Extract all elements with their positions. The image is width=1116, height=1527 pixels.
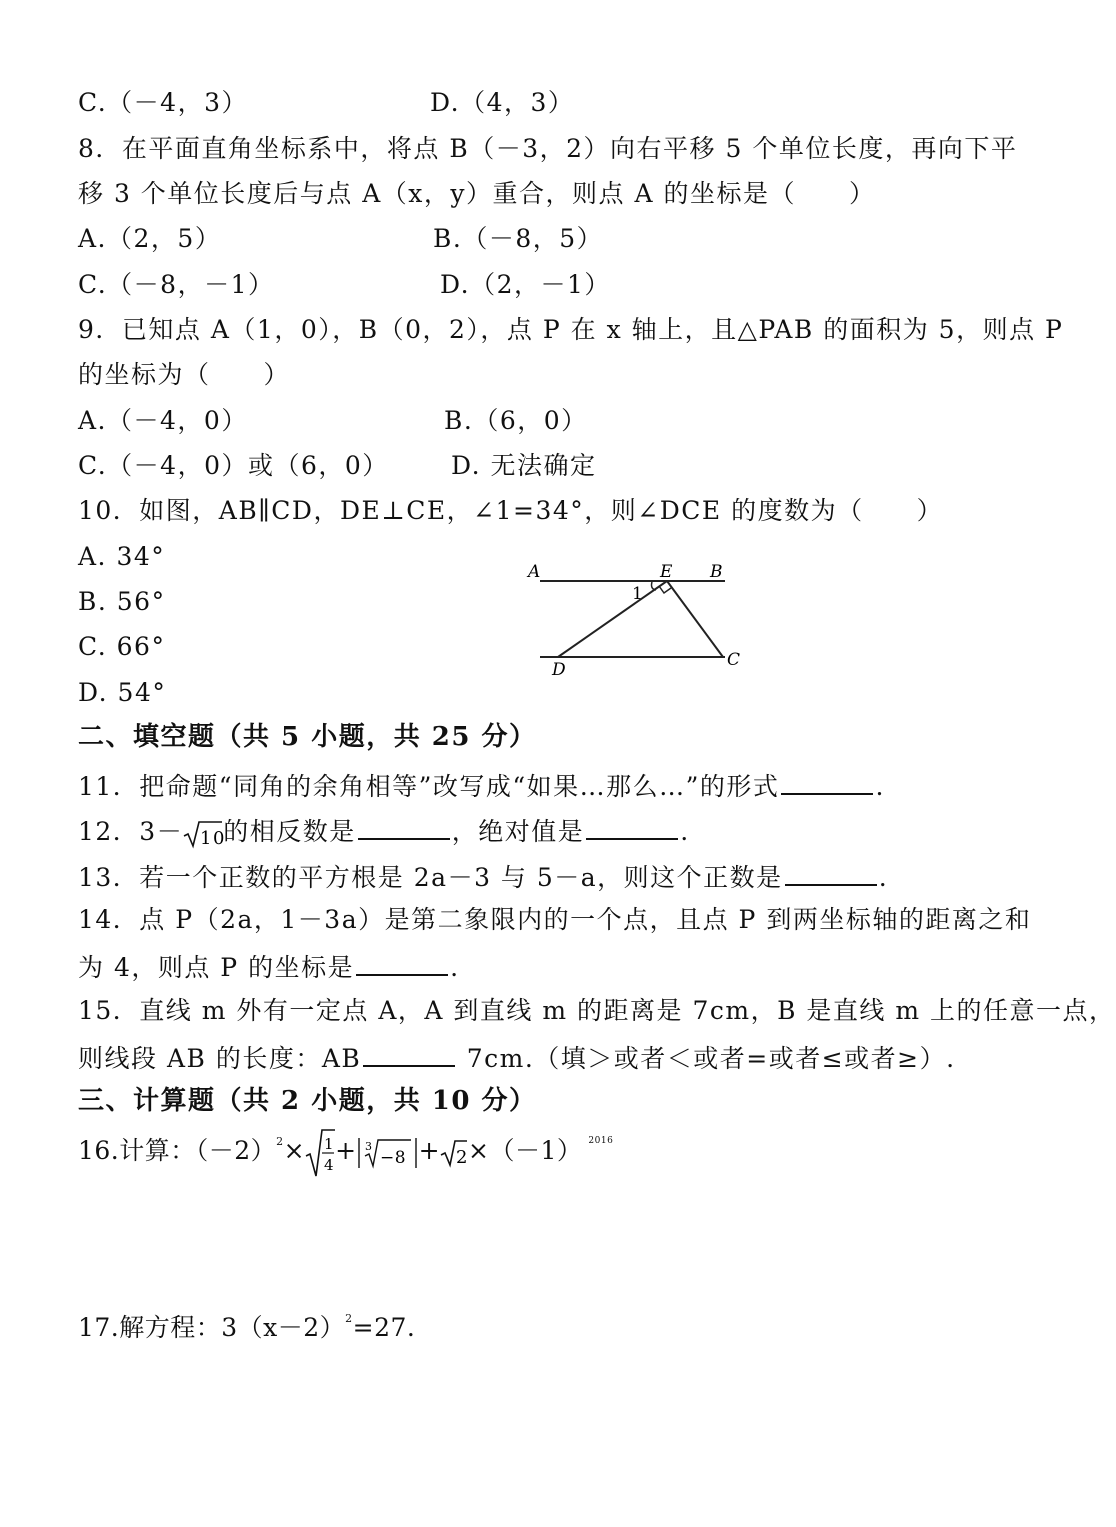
q10-option-d: D. 54° xyxy=(78,678,167,707)
q8-options-cd xyxy=(78,268,611,302)
section3-title: 三、计算题（共 2 小题，共 10 分） xyxy=(78,1086,537,1116)
q16-exponent-2016: 2016 xyxy=(588,1136,614,1146)
q17-prefix: 17.解方程：3（x－2） xyxy=(78,1313,346,1342)
q12-mid: 的相反数是 xyxy=(223,817,356,846)
q9-option-a: A.（－4，0） xyxy=(78,406,248,435)
q17 xyxy=(78,1302,415,1345)
q8-option-b: B.（－8，5） xyxy=(433,224,604,253)
label-a: A xyxy=(528,562,541,582)
sqrt-fraction-symbol xyxy=(305,1128,335,1178)
q8-option-d: D.（2，－1） xyxy=(440,270,611,299)
q15-suffix: 7cm.（填＞或者＜或者=或者≤或者≥）. xyxy=(466,1044,956,1073)
label-e: E xyxy=(660,562,673,582)
label-b: B xyxy=(710,562,723,582)
q11 xyxy=(78,767,885,804)
sqrt-2-symbol xyxy=(440,1138,468,1168)
root-index: 3 xyxy=(364,1139,373,1153)
q14-line2 xyxy=(78,948,460,985)
q15-line2 xyxy=(78,1039,956,1076)
q15-prefix: 则线段 AB 的长度：AB xyxy=(78,1044,362,1073)
q12-blank-opposite[interactable] xyxy=(358,812,450,840)
q12-prefix: 12．3－ xyxy=(78,817,184,846)
label-d: D xyxy=(552,660,566,680)
q9-stem-line1: 9．已知点 A（1，0），B（0，2），点 P 在 x 轴上，且△PAB 的面积为 5，则点 P xyxy=(78,315,1064,344)
q12-radicand: 10 xyxy=(200,827,227,849)
q12-mid2: ，绝对值是 xyxy=(451,817,585,846)
q14-blank[interactable] xyxy=(356,948,448,976)
q14-text: 为 4，则点 P 的坐标是 xyxy=(78,953,355,982)
q9-options-ab xyxy=(78,404,588,438)
q16-exponent-2: 2 xyxy=(276,1135,284,1148)
q15-blank[interactable] xyxy=(363,1039,455,1067)
q8-options-ab xyxy=(78,222,604,256)
q13-blank[interactable] xyxy=(785,858,877,886)
q13-text: 13．若一个正数的平方根是 2a－3 与 5－a，则这个正数是 xyxy=(78,863,783,892)
q12-end: . xyxy=(680,817,690,846)
label-1: 1 xyxy=(632,584,643,604)
q9-stem-line2: 的坐标为（ ） xyxy=(78,360,291,389)
q16-prefix: 16.计算：（－2） xyxy=(78,1136,277,1165)
frac-num: 1 xyxy=(324,1134,335,1153)
q10-option-b: B. 56° xyxy=(78,587,166,616)
q7-options xyxy=(78,86,575,120)
q16-plus2: + xyxy=(418,1136,441,1165)
q7-option-c: C.（－4，3） xyxy=(78,88,248,117)
label-c: C xyxy=(727,650,741,670)
q7-option-d: D.（4，3） xyxy=(430,88,575,117)
q10-option-c: C. 66° xyxy=(78,632,166,661)
q10-stem: 10．如图，AB∥CD，DE⊥CE，∠1=34°，则∠DCE 的度数为（ ） xyxy=(78,496,944,525)
q10-option-a: A. 34° xyxy=(78,542,166,571)
segment-ed xyxy=(558,581,667,657)
sqrt-10-symbol xyxy=(183,819,227,849)
q16-plus1: + xyxy=(335,1136,357,1165)
segment-ec xyxy=(667,581,723,657)
q11-text: 11．把命题“同角的余角相等”改写成“如果…那么…”的形式 xyxy=(78,772,780,801)
q16-times: × xyxy=(283,1136,306,1165)
frac-den: 4 xyxy=(324,1155,335,1174)
q11-end: . xyxy=(875,772,885,801)
section2-title: 二、填空题（共 5 小题，共 25 分） xyxy=(78,722,537,752)
right-angle-mark xyxy=(659,586,671,593)
q8-option-a: A.（2，5） xyxy=(78,224,222,253)
sqrt-arg: 2 xyxy=(456,1146,468,1168)
q17-suffix: =27. xyxy=(352,1313,416,1342)
abs-cube-root-symbol xyxy=(357,1136,419,1170)
q8-option-c: C.（－8，－1） xyxy=(78,270,275,299)
q13-end: . xyxy=(878,863,889,892)
q8-stem-line2: 移 3 个单位长度后与点 A（x，y）重合，则点 A 的坐标是（ ） xyxy=(78,179,876,208)
q14-end: . xyxy=(450,953,460,982)
q16 xyxy=(78,1124,613,1178)
q17-exponent: 2 xyxy=(345,1312,353,1325)
q14-line1: 14．点 P（2a，1－3a）是第二象限内的一个点，且点 P 到两坐标轴的距离之和 xyxy=(78,905,1032,934)
q9-option-b: B.（6，0） xyxy=(444,406,588,435)
q9-options-cd xyxy=(78,449,597,483)
q13 xyxy=(78,858,888,895)
q16-times2: ×（－1） xyxy=(468,1136,583,1165)
q12-blank-absolute[interactable] xyxy=(586,812,678,840)
cube-arg: −8 xyxy=(379,1147,406,1168)
q9-option-d: D. 无法确定 xyxy=(451,451,597,480)
q12 xyxy=(78,812,690,849)
q9-option-c: C.（－4，0）或（6，0） xyxy=(78,451,389,480)
q15-line1: 15．直线 m 外有一定点 A，A 到直线 m 的距离是 7cm，B 是直线 m 上的任意一点， xyxy=(78,996,1116,1025)
q8-stem-line1: 8．在平面直角坐标系中，将点 B（－3，2）向右平移 5 个单位长度，再向下平 xyxy=(78,134,1018,163)
q10-figure xyxy=(520,555,750,685)
q11-blank[interactable] xyxy=(781,767,873,795)
